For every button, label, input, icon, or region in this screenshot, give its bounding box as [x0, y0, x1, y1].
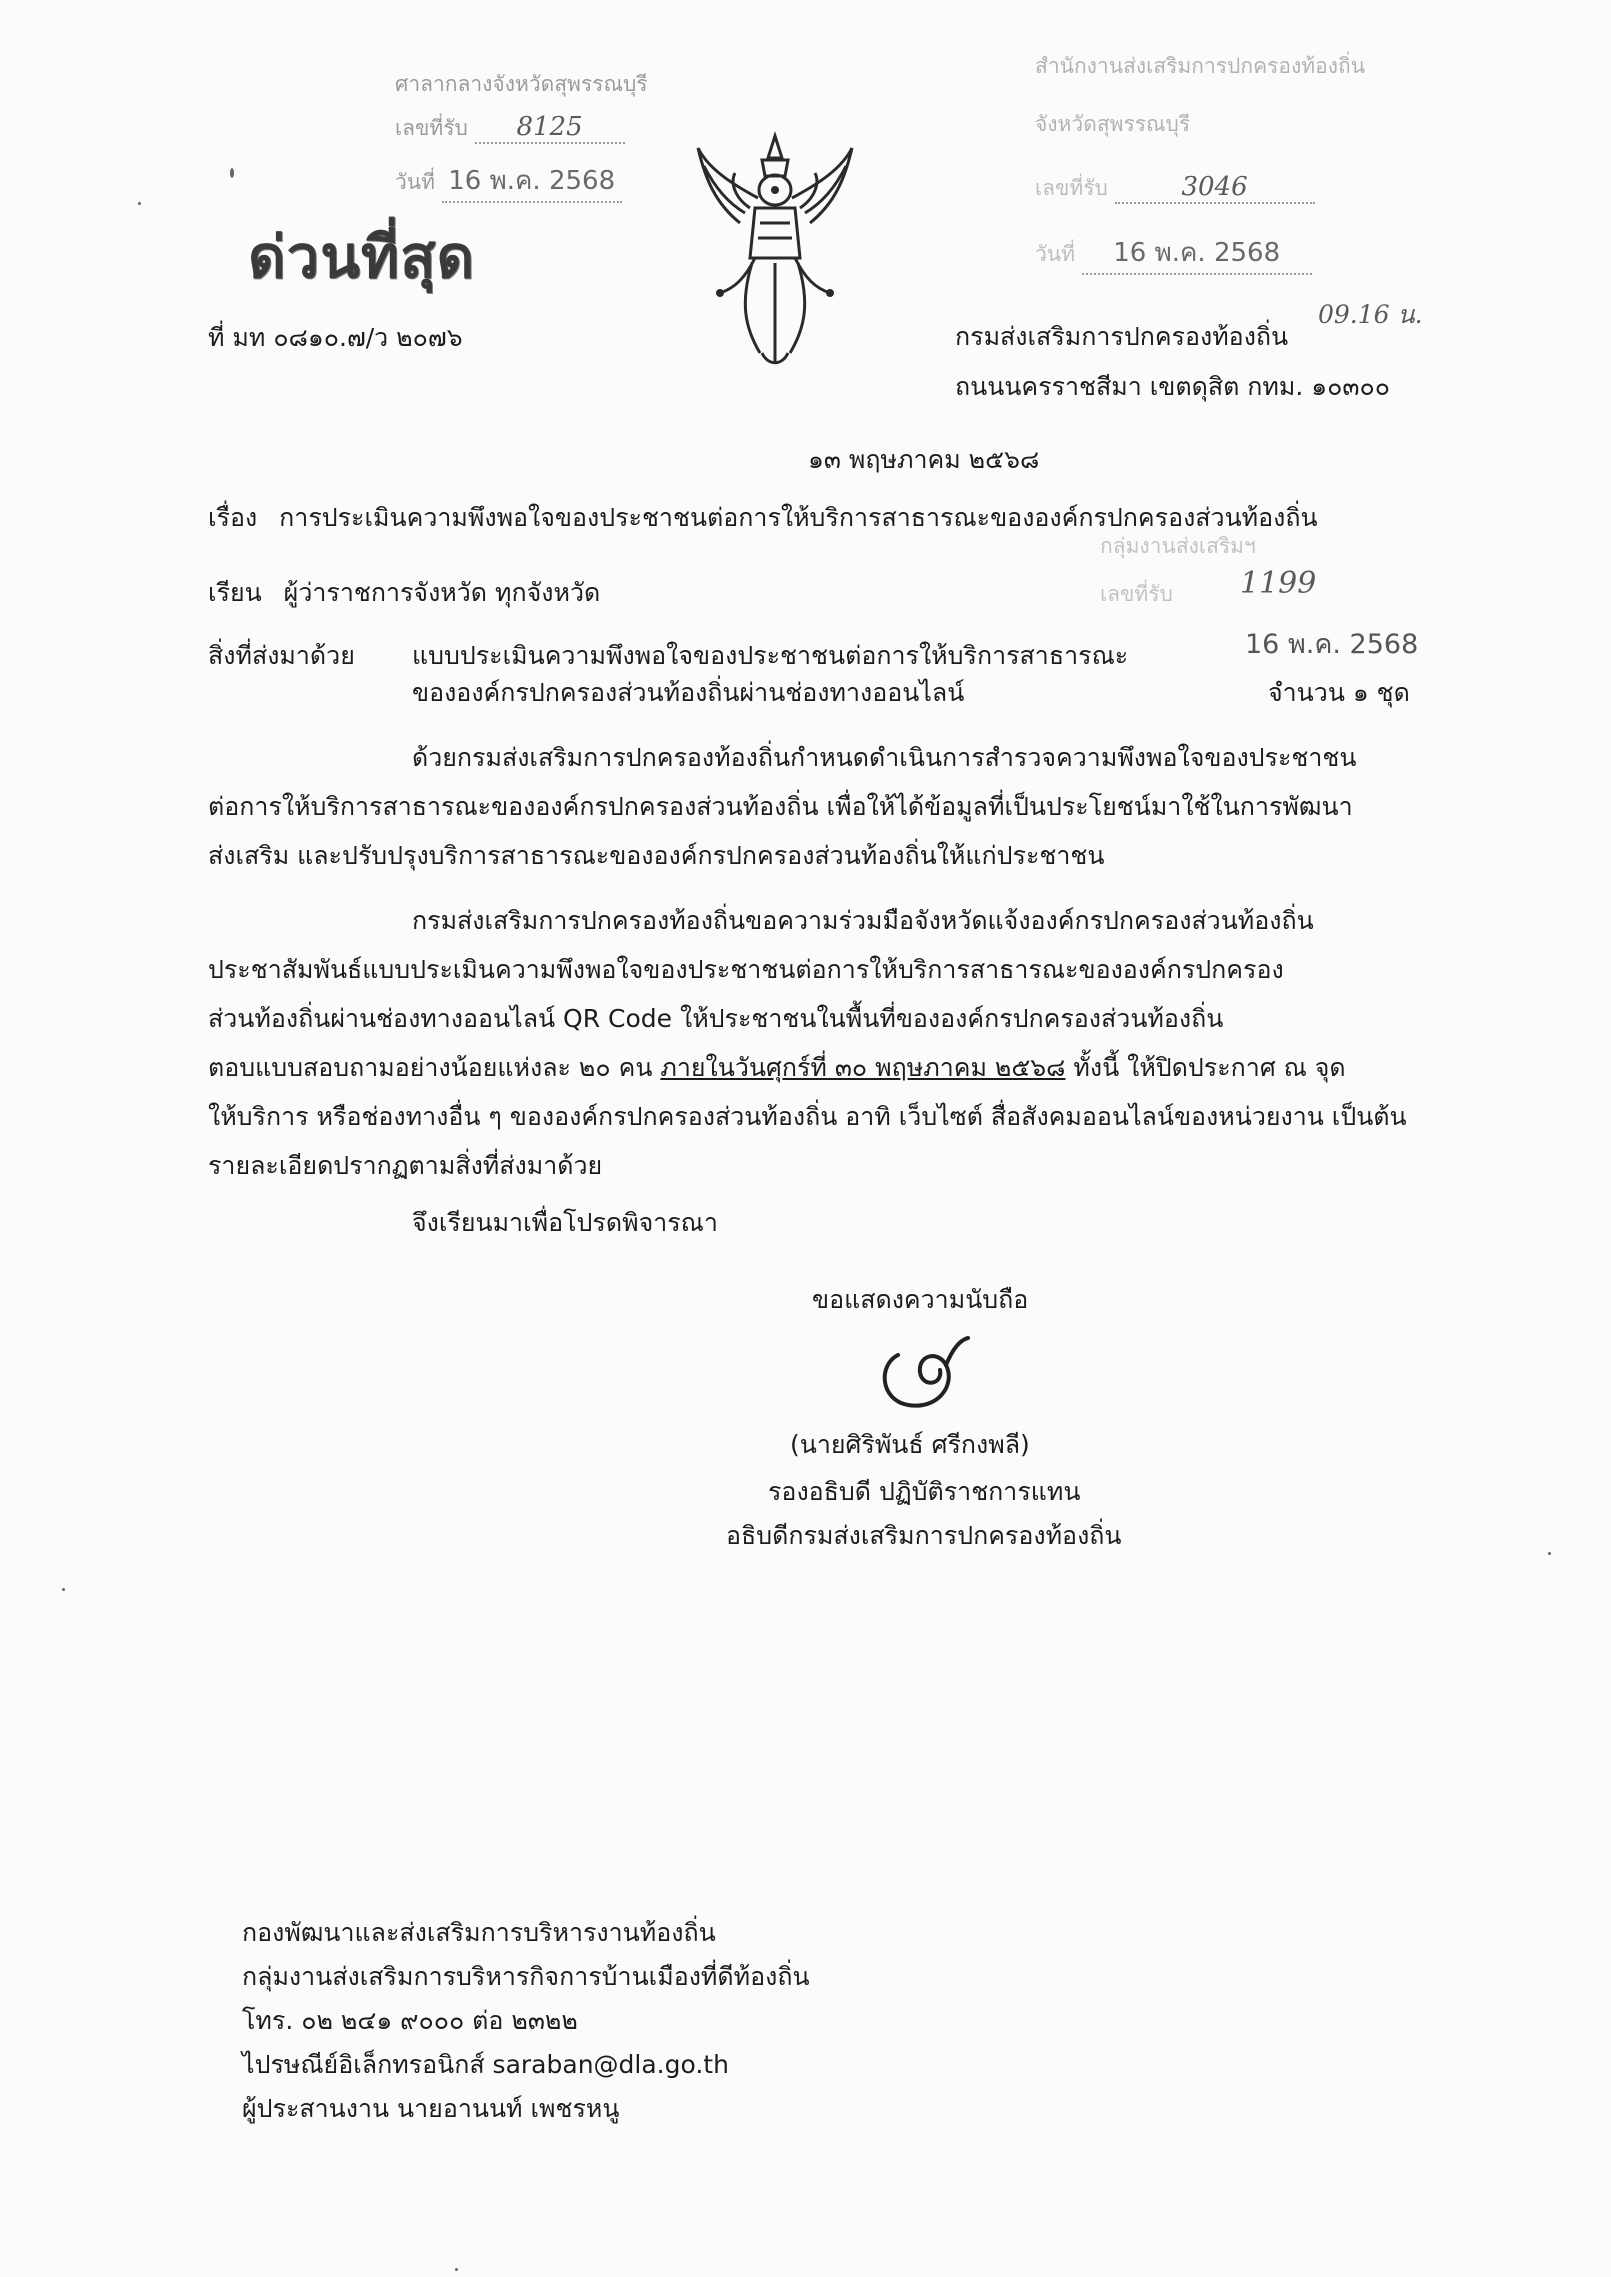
stamp-right-office-line1: สำนักงานส่งเสริมการปกครองท้องถิ่น — [1035, 54, 1366, 78]
stamp-right-office-line2: จังหวัดสุพรรณบุรี — [1035, 112, 1191, 136]
stamp-right-receive — [1035, 172, 1315, 205]
enclosure-line2: ขององค์กรปกครองส่วนท้องถิ่นผ่านช่องทางออนไลน์ — [412, 678, 965, 707]
enclosure-label: สิ่งที่ส่งมาด้วย — [208, 641, 355, 670]
scan-speck — [62, 1588, 65, 1591]
garuda-icon — [690, 128, 860, 373]
salutation: ขอแสดงความนับถือ — [812, 1285, 1029, 1314]
stamp-group-office: กลุ่มงานส่งเสริมฯ — [1100, 534, 1256, 558]
para1-line2: ต่อการให้บริการสาธารณะขององค์กรปกครองส่วนท้องถิ่น เพื่อให้ได้ข้อมูลที่เป็นประโยชน์มาใช้ในการพัฒนา — [208, 792, 1353, 821]
stamp-left-office: ศาลากลางจังหวัดสุพรรณบุรี — [395, 72, 648, 96]
para2-line5: ให้บริการ หรือช่องทางอื่น ๆ ขององค์กรปกครองส่วนท้องถิ่น อาทิ เว็บไซต์ สื่อสังคมออนไลน์ของหน่วยงาน เป็นต้น — [208, 1102, 1407, 1131]
closing-text: จึงเรียนมาเพื่อโปรดพิจารณา — [412, 1208, 718, 1237]
signer-position-2: อธิบดีกรมส่งเสริมการปกครองท้องถิ่น — [726, 1521, 1122, 1550]
stamp-right-receive-no: 3046 — [1181, 172, 1248, 202]
scan-speck — [455, 2268, 458, 2271]
subject-label: เรื่อง — [208, 503, 258, 532]
footer-tel: โทร. ๐๒ ๒๔๑ ๙๐๐๐ ต่อ ๒๓๒๒ — [242, 2006, 578, 2035]
signature — [868, 1330, 978, 1420]
para2-line4-start: ตอบแบบสอบถามอย่างน้อยแห่งละ ๒๐ คน — [208, 1053, 661, 1082]
addressee-line — [208, 578, 600, 608]
stamp-group-receive-no: 1199 — [1240, 566, 1317, 601]
para1-line3: ส่งเสริม และปรับปรุงบริการสาธารณะขององค์กรปกครองส่วนท้องถิ่นให้แก่ประชาชน — [208, 841, 1105, 870]
stamp-group-date: 16 พ.ค. 2568 — [1245, 629, 1419, 660]
sender-address-line1: กรมส่งเสริมการปกครองท้องถิ่น — [955, 322, 1289, 351]
stamp-left-receive-label: เลขที่รับ — [395, 116, 468, 140]
sender-address-line2: ถนนนครราชสีมา เขตดุสิต กทม. ๑๐๓๐๐ — [955, 372, 1390, 401]
stamp-right-time: 09.16 น. — [1318, 300, 1423, 329]
para2-deadline: ภายในวันศุกร์ที่ ๓๐ พฤษภาคม ๒๕๖๘ — [660, 1053, 1066, 1082]
enclosure-line1: แบบประเมินความพึงพอใจของประชาชนต่อการให้บริการสาธารณะ — [412, 641, 1129, 670]
stamp-right-date-label: วันที่ — [1035, 242, 1075, 266]
enclosure-quantity: จำนวน ๑ ชุด — [1268, 678, 1410, 707]
footer-email: ไปรษณีย์อิเล็กทรอนิกส์ saraban@dla.go.th — [242, 2050, 729, 2079]
addressee-text: ผู้ว่าราชการจังหวัด ทุกจังหวัด — [283, 578, 601, 607]
stamp-right-receive-label: เลขที่รับ — [1035, 176, 1108, 200]
scan-speck — [1548, 1552, 1551, 1555]
para1-line1: ด้วยกรมส่งเสริมการปกครองท้องถิ่นกำหนดดำเนินการสำรวจความพึงพอใจของประชาชน — [412, 743, 1357, 772]
subject-line — [208, 503, 1318, 533]
stamp-left-receive — [395, 112, 625, 145]
signer-position-1: รองอธิบดี ปฏิบัติราชการแทน — [768, 1477, 1081, 1506]
scan-speck — [138, 202, 141, 205]
para2-line6: รายละเอียดปรากฏตามสิ่งที่ส่งมาด้วย — [208, 1151, 603, 1180]
para2-line1: กรมส่งเสริมการปกครองท้องถิ่นขอความร่วมมือจังหวัดแจ้งองค์กรปกครองส่วนท้องถิ่น — [412, 906, 1314, 935]
footer-division: กองพัฒนาและส่งเสริมการบริหารงานท้องถิ่น — [242, 1918, 716, 1947]
stamp-left-receive-no: 8125 — [516, 112, 583, 142]
stamp-left-date — [395, 160, 622, 203]
addressee-label: เรียน — [208, 578, 262, 607]
para2-line3: ส่วนท้องถิ่นผ่านช่องทางออนไลน์ QR Code ให้ประชาชนในพื้นที่ขององค์กรปกครองส่วนท้องถิ่น — [208, 1004, 1224, 1033]
urgency-mark: ด่วนที่สุด — [248, 223, 476, 291]
footer-group: กลุ่มงานส่งเสริมการบริหารกิจการบ้านเมืองที่ดีท้องถิ่น — [242, 1962, 810, 1991]
garuda-emblem — [690, 128, 860, 373]
stamp-group-receive-label: เลขที่รับ — [1100, 582, 1173, 606]
document-date: ๑๓ พฤษภาคม ๒๕๖๘ — [808, 445, 1040, 474]
subject-text: การประเมินความพึงพอใจของประชาชนต่อการให้บริการสาธารณะขององค์กรปกครองส่วนท้องถิ่น — [279, 503, 1318, 532]
para2-line2: ประชาสัมพันธ์แบบประเมินความพึงพอใจของประชาชนต่อการให้บริการสาธารณะขององค์กรปกครอง — [208, 955, 1284, 984]
document-number: ที่ มท ๐๘๑๐.๗/ว ๒๐๗๖ — [208, 323, 463, 352]
scan-speck — [230, 168, 234, 178]
stamp-left-date-label: วันที่ — [395, 170, 435, 194]
footer-coordinator: ผู้ประสานงาน นายอานนท์ เพชรหนู — [242, 2094, 620, 2123]
para2-line4 — [208, 1053, 1346, 1083]
stamp-right-date — [1035, 232, 1312, 275]
stamp-right-date-value: 16 พ.ค. 2568 — [1113, 238, 1281, 268]
stamp-left-date-value: 16 พ.ค. 2568 — [448, 166, 616, 196]
signer-name: (นายศิริพันธ์ ศรีกงพลี) — [790, 1430, 1030, 1459]
para2-line4-end: ทั้งนี้ ให้ปิดประกาศ ณ จุด — [1065, 1053, 1346, 1082]
